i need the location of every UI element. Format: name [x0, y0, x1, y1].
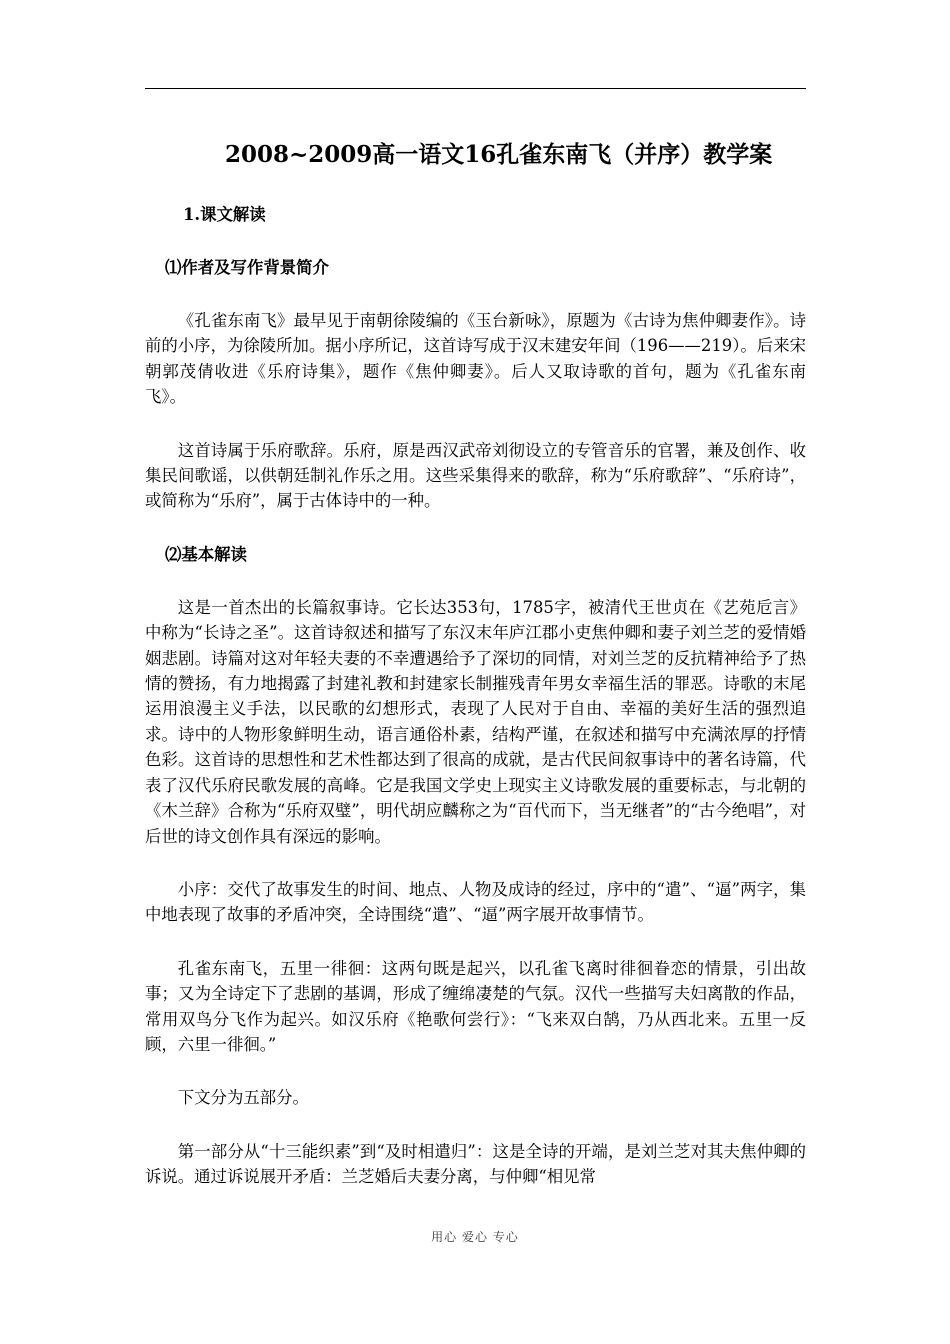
section-heading: 1.课文解读: [183, 205, 266, 224]
paragraph: 下文分为五部分。: [177, 1088, 309, 1108]
page-footer: 用心 爱心 专心: [431, 1230, 519, 1244]
document-body: [145, 202, 806, 1190]
header-rule: [145, 88, 806, 89]
paragraph: 这是一首杰出的长篇叙事诗。它长达353句，1785字，被清代王世贞在《艺苑卮言》中称为“长诗之圣”。这首诗叙述和描写了东汉末年庐江郡小吏焦仲卿和妻子刘兰芝的爱情婚姻悲剧。诗篇对这对年轻夫妻的不幸遭遇给予了深切的同情，对刘兰芝的反抗精神给予了热情的赞扬，有力地揭露了封建礼教和封建家长制摧残青年男女幸福生活的罪恶。诗歌的末尾运用浪漫主义手法，以民歌的幻想形式，表现了人民对于自由、幸福的美好生活的强烈追求。诗中的人物形象鲜明生动，语言通俗朴素，结构严谨，在叙述和描写中充满浓厚的抒情色彩。这首诗的思想性和艺术性都达到了很高的成就，是古代民间叙事诗中的著名诗篇，代表了汉代乐府民歌发展的高峰。它是我国文学史上现实主义诗歌发展的重要标志，与北朝的《木兰辞》合称为“乐府双璧”，明代胡应麟称之为“百代而下，当无继者”的“古今绝唱”，对后世的诗文创作具有深远的影响。: [145, 597, 806, 846]
paragraph: 小序：交代了故事发生的时间、地点、人物及成诗的经过，序中的“遣”、“逼”两字，集中地表现了故事的矛盾冲突，全诗围绕“遣”、“逼”两字展开故事情节。: [145, 879, 806, 925]
subsection-heading: ⑴作者及写作背景简介: [165, 258, 329, 277]
document-title: 2008~2009高一语文16孔雀东南飞（并序）教学案: [225, 141, 773, 168]
paragraph: 这首诗属于乐府歌辞。乐府，原是西汉武帝刘彻设立的专管音乐的官署，兼及创作、收集民间歌谣，以供朝廷制礼作乐之用。这些采集得来的歌辞，称为“乐府歌辞”、“乐府诗”，或简称为“乐府”，属于古体诗中的一种。: [145, 440, 806, 511]
paragraph: 第一部分从“十三能织素”到“及时相遣归”：这是全诗的开端，是刘兰芝对其夫焦仲卿的诉说。通过诉说展开矛盾：兰芝婚后夫妻分离，与仲卿“相见常: [145, 1141, 806, 1187]
paragraph: 孔雀东南飞，五里一徘徊：这两句既是起兴，以孔雀飞离时徘徊眷恋的情景，引出故事；又为全诗定下了悲剧的基调，形成了缠绵凄楚的气氛。汉代一些描写夫妇离散的作品，常用双鸟分飞作为起兴。如汉乐府《艳歌何尝行》：“飞来双白鹄，乃从西北来。五里一反顾，六里一徘徊。”: [145, 958, 806, 1054]
paragraph: 《孔雀东南飞》最早见于南朝徐陵编的《玉台新咏》，原题为《古诗为焦仲卿妻作》。诗前的小序，为徐陵所加。据小序所记，这首诗写成于汉末建安年间（196——219）。后来宋朝郭茂倩收进《乐府诗集》，题作《焦仲卿妻》。后人又取诗歌的首句，题为《孔雀东南飞》。: [145, 311, 806, 407]
subsection-heading: ⑵基本解读: [165, 544, 247, 564]
